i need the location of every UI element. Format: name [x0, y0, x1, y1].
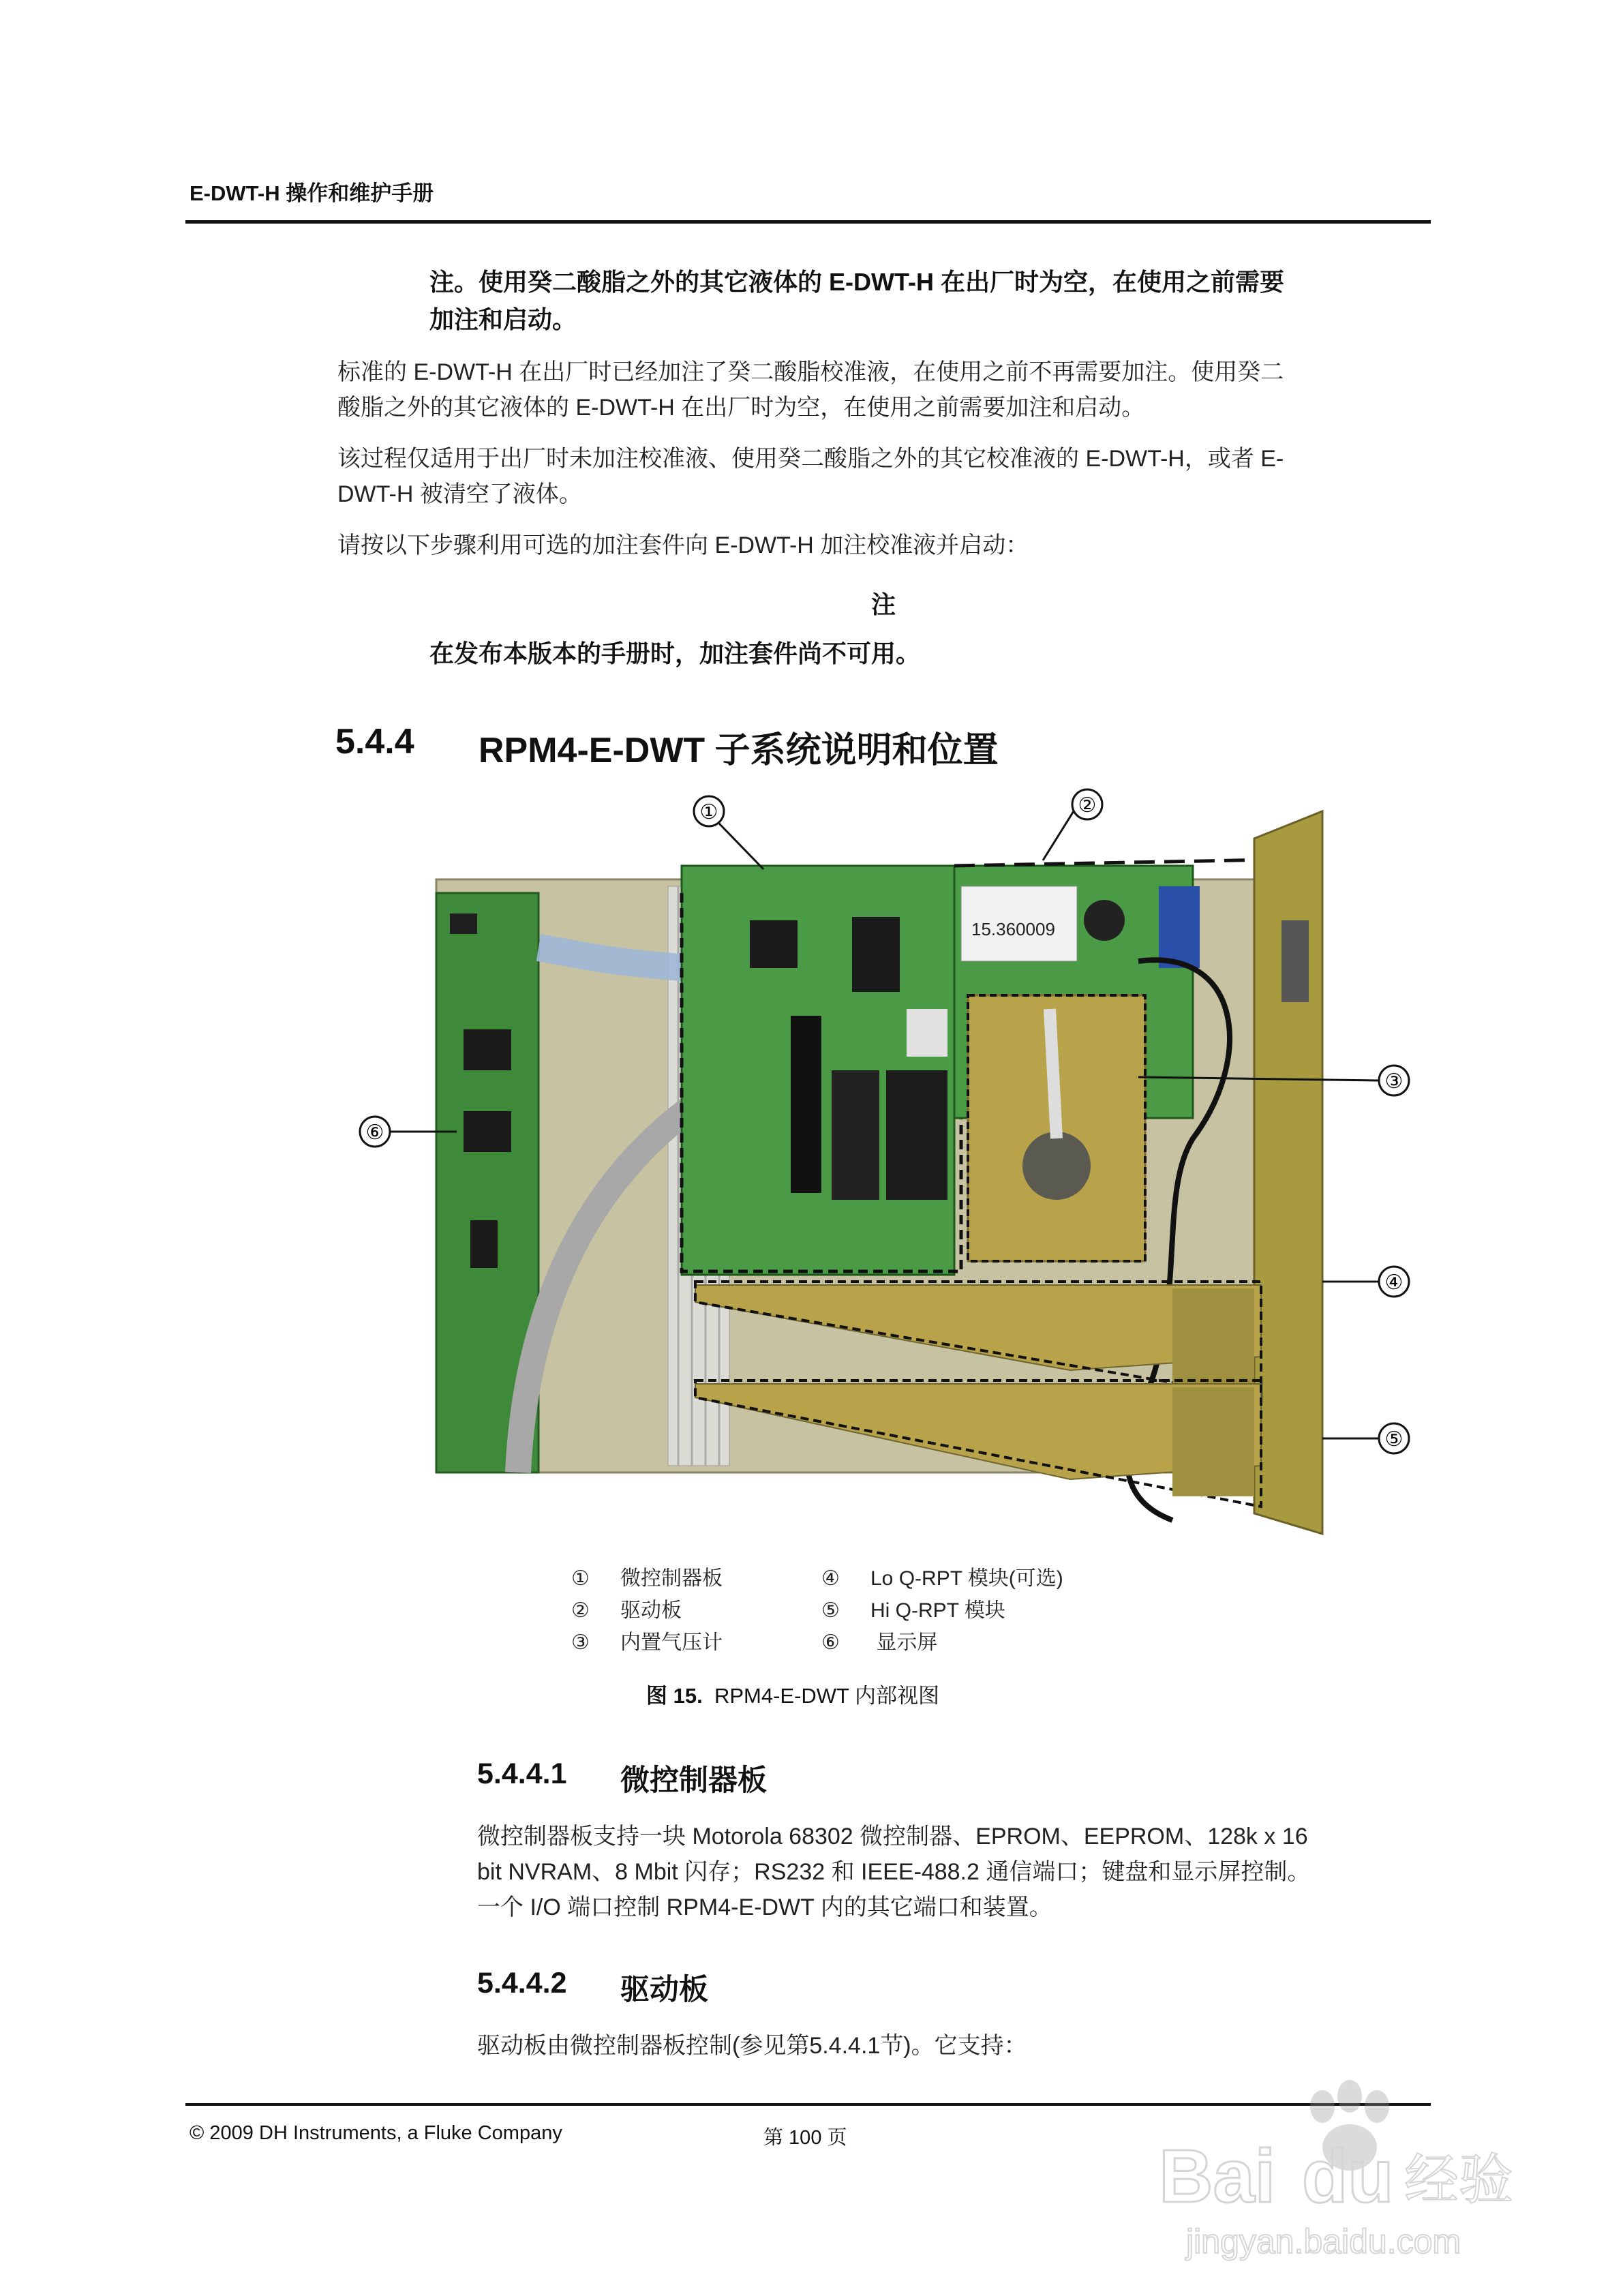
- section-title: RPM4-E-DWT 子系统说明和位置: [479, 731, 999, 770]
- svg-text:②: ②: [1078, 794, 1097, 817]
- svg-text:①: ①: [699, 800, 718, 824]
- subsection-1-line3: 一个 I/O 端口控制 RPM4-E-DWT 内的其它端口和装置。: [477, 1894, 1052, 1920]
- callout-2: [1043, 789, 1102, 860]
- subsection-2-number: 5.4.4.2: [477, 1967, 567, 1999]
- legend-item-4: ④ Lo Q-RPT 模块(可选): [821, 1567, 1063, 1590]
- callout-5: [1322, 1423, 1409, 1453]
- callout-4: [1322, 1267, 1409, 1297]
- front-panel: [1254, 811, 1322, 1534]
- note1-line1: 注。使用癸二酸脂之外的其它液体的 E-DWT-H 在出厂时为空，在使用之前需要: [429, 268, 1284, 296]
- footer-page-number: 第 100 页: [763, 2127, 847, 2149]
- note2-heading: 注: [871, 590, 896, 618]
- note1-line2: 加注和启动。: [429, 305, 577, 333]
- barometer: [968, 995, 1145, 1261]
- callout-1: [694, 796, 763, 869]
- svg-text:Bai: Bai: [1159, 2134, 1276, 2218]
- paragraph-3: 请按以下步骤利用可选的加注套件向 E-DWT-H 加注校准液并启动：: [337, 532, 1029, 558]
- svg-text:jingyan.baidu.com: jingyan.baidu.com: [1186, 2222, 1461, 2261]
- note2-text: 在发布本版本的手册时，加注套件尚不可用。: [429, 639, 921, 667]
- rpm4-internal-photo: [354, 784, 1472, 1561]
- paragraph-2-line1: 该过程仅适用于出厂时未加注校准液、使用癸二酸脂之外的其它校准液的 E-DWT-H，或者 E-: [337, 446, 1284, 472]
- legend-item-1: ① 微控制器板: [571, 1567, 723, 1590]
- paragraph-1-line1: 标准的 E-DWT-H 在出厂时已经加注了癸二酸脂校准液，在使用之前不再需要加注。使用癸二: [337, 359, 1284, 385]
- subsection-1-line1: 微控制器板支持一块 Motorola 68302 微控制器、EPROM、EEPROM、128k x 16: [477, 1824, 1308, 1849]
- subsection-1-number: 5.4.4.1: [477, 1757, 567, 1790]
- baidu-watermark: [1145, 2066, 1527, 2270]
- paragraph-1-line2: 酸脂之外的其它液体的 E-DWT-H 在出厂时为空，在使用之前需要加注和启动。: [337, 395, 1145, 421]
- legend-item-2: ② 驱动板: [571, 1599, 682, 1622]
- legend-item-5: ⑤ Hi Q-RPT 模块: [821, 1599, 1005, 1622]
- footer-copyright: © 2009 DH Instruments, a Fluke Company: [189, 2122, 562, 2144]
- microcontroller-board: [682, 866, 954, 1275]
- svg-text:⑤: ⑤: [1384, 1428, 1404, 1451]
- legend-item-6: ⑥ 显示屏: [821, 1631, 938, 1654]
- running-header: E-DWT-H 操作和维护手册: [189, 181, 434, 205]
- svg-text:③: ③: [1384, 1070, 1404, 1093]
- svg-text:du: du: [1302, 2134, 1394, 2218]
- crystal-label: 15.360009: [971, 919, 1055, 939]
- svg-text:经验: 经验: [1404, 2148, 1513, 2211]
- svg-text:④: ④: [1384, 1271, 1404, 1295]
- subsection-2-title: 驱动板: [620, 1974, 708, 2006]
- legend-item-3: ③ 内置气压计: [571, 1631, 723, 1654]
- header-rule: [185, 220, 1431, 224]
- db-connector: [1281, 920, 1309, 1002]
- section-number: 5.4.4: [335, 722, 414, 761]
- subsection-1-title: 微控制器板: [620, 1764, 767, 1797]
- svg-text:⑥: ⑥: [365, 1121, 384, 1145]
- subsection-1-line2: bit NVRAM、8 Mbit 闪存；RS232 和 IEEE-488.2 通信端口；键盘和显示屏控制。: [477, 1859, 1311, 1885]
- figure-caption: 图 15. RPM4-E-DWT 内部视图: [646, 1684, 940, 1708]
- paragraph-2-line2: DWT-H 被清空了液体。: [337, 481, 582, 507]
- subsection-2-line1: 驱动板由微控制器板控制(参见第5.4.4.1节)。它支持：: [477, 2033, 1027, 2059]
